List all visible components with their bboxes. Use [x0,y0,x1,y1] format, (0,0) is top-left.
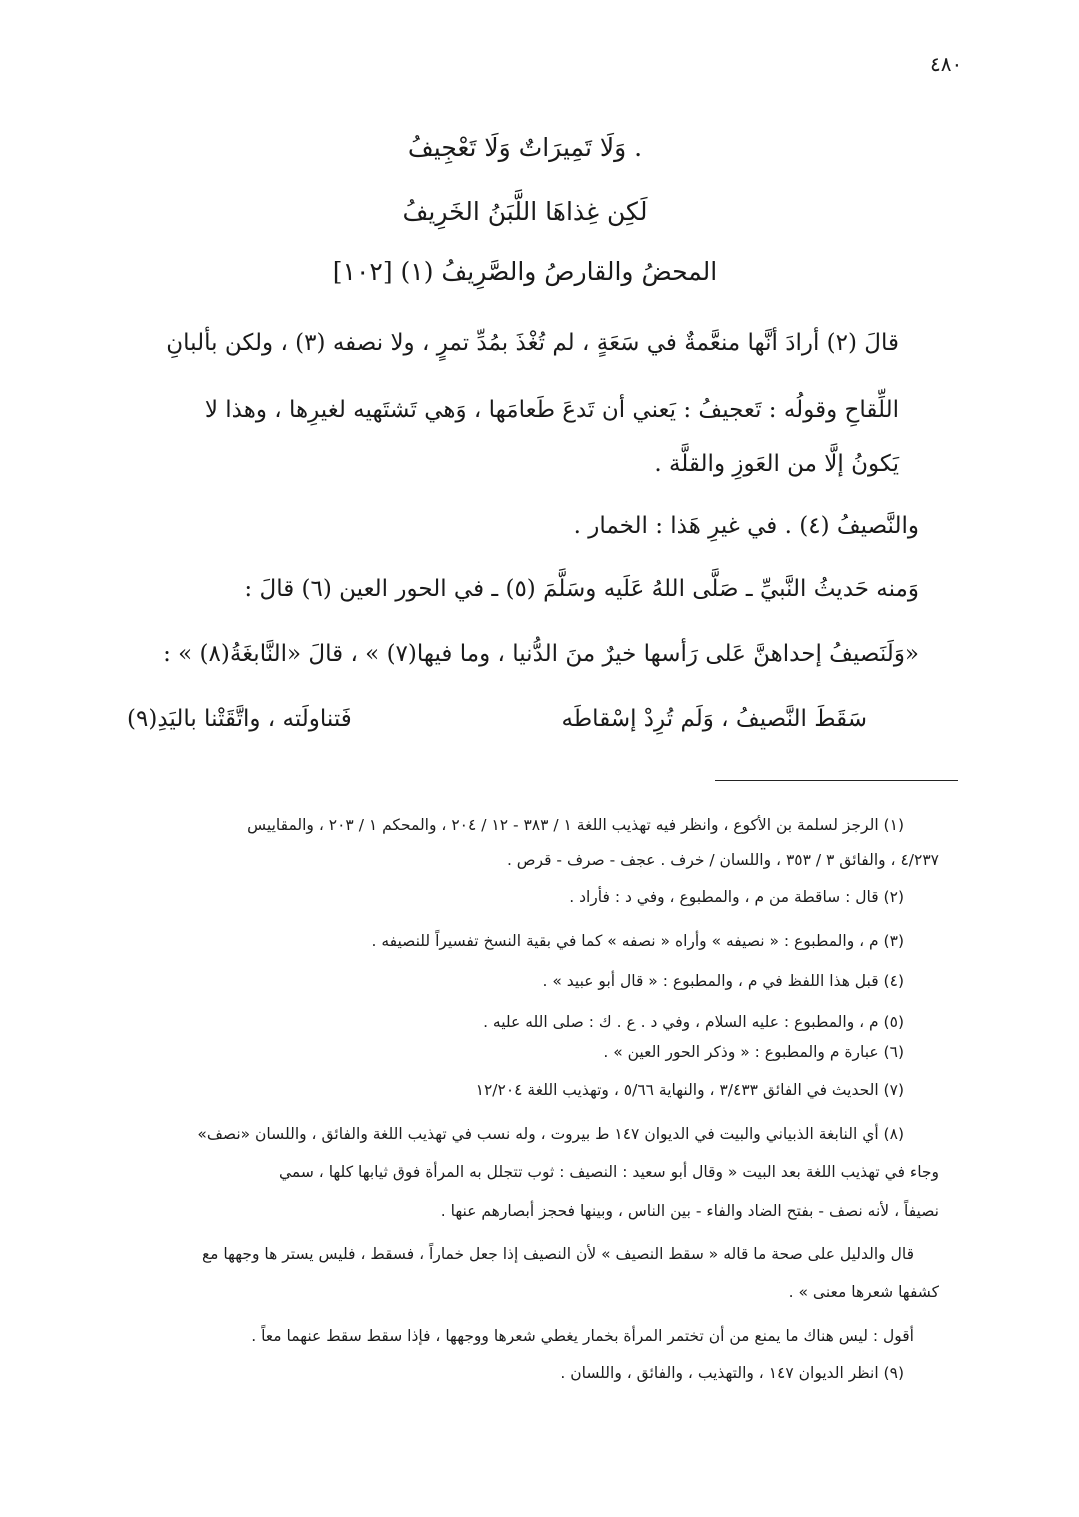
footnote-5: (٥) م ، والمطبوع : عليه السلام ، وفي د . ع . ك : صلى الله عليه . [483,1013,904,1031]
footnote-3: (٣) م ، والمطبوع : « نصيفه » وأراه « نصفه » كما في بقية النسخ تفسيراً للنصيفه . [371,932,904,950]
footnote-divider [715,780,958,781]
body-line-5: وَمنه حَديثُ النَّبيِّ ـ صَلَّى اللهُ عَلَيه وسَلَّمَ (٥) ـ في الحور العين (٦) قالَ : [244,576,919,602]
body-line-6: «وَلَنَصيفُ إحداهنَّ عَلى رَأسها خيرٌ منَ الدُّنيا ، وما فيها(٧) » ، قالَ «النَّابغَةُ(٨) » : [163,641,919,667]
footnote-6: (٦) عبارة م والمطبوع : « وذكر الحور العين » . [603,1043,904,1061]
page-number: ٤٨٠ [930,52,963,76]
footnote-1-line-1: (١) الرجز لسلمة بن الأكوع ، وانظر فيه تهذيب اللغة ١ / ٣٨٣ - ١٢ / ٢٠٤ ، والمحكم ١ / ٢٠٣ ، والمقاييس [247,816,904,834]
verse-line-2: لَكِن غِذاهَا اللَّبَنُ الخَرِيفُ [402,197,648,226]
footnote-4: (٤) قبل هذا اللفظ في م ، والمطبوع : « قال أبو عبيد » . [542,972,904,990]
footnote-2: (٢) قال : ساقطة من م ، والمطبوع ، وفي د : فأراد . [569,888,904,906]
verse-line-3: المحضُ والقارصُ والصَّرِيفُ (١) [١٠٢] [332,257,718,286]
footnote-9: (٩) انظر الديوان ١٤٧ ، والتهذيب ، والفائق ، واللسان . [560,1364,904,1382]
body-line-3: يَكونُ إلَّا من العَوزِ والقلَّة . [654,451,899,477]
footnote-8-line-2: وجاء في تهذيب اللغة بعد البيت « وقال أبو سعيد : النصيف : ثوب تتجلل به المرأة فوق ثيابها كلها ، سمي [278,1163,939,1181]
body-line-4: والنَّصيفُ (٤) . في غيرِ هَذا : الخمار . [573,513,919,539]
footnote-8-line-5: كشفها شعرها معنى » . [788,1283,939,1301]
verse-line-1: . وَلَا تَمِيرَاتٌ وَلَا تَعْجِيفُ [407,133,643,162]
footnote-1-line-2: ٤/٢٣٧ ، والفائق ٣ / ٣٥٣ ، واللسان / خرف . عجف - صرف - قرص . [506,851,939,869]
footnote-8-line-3: نصيفاً ، لأنه نصف - بفتح الضاد والفاء - بين الناس ، وبينها فحجز أبصارهم عنها . [440,1202,939,1220]
body-line-2: اللِّقاحِ وقولُه : تَعجيفُ : يَعني أن تَدعَ طَعامَها ، وَهي تَشتَهيه لغيرِها ، وهذا لا [204,397,899,423]
footnote-8-line-4: قال والدليل على صحة ما قاله « سقط النصيف » لأن النصيف إذا جعل خماراً ، فسقط ، فليس يستر ها وجهها مع [201,1245,914,1263]
footnote-8-line-1: (٨) أي النابغة الذبياني والبيت في الديوان ١٤٧ ط بيروت ، وله نسب في تهذيب اللغة والفائق ، واللسان «نصف» [197,1125,904,1143]
quoted-verse [127,706,867,732]
verse-first-hemistich: سَقَطَ النَّصيفُ ، وَلَم تُرِدْ إسْقاطَه [561,706,867,732]
footnote-7: (٧) الحديث في الفائق ٣/٤٣٣ ، والنهاية ٥/٦٦ ، وتهذيب اللغة ١٢/٢٠٤ [475,1081,904,1099]
body-line-1: قالَ (٢) أرادَ أنَّها منعَّمةٌ في سَعَةٍ ، لم تُغْذَ بمُدِّ تمرٍ ، ولا نصفه (٣) ، ولكن بألبانِ [166,330,899,356]
footnote-8-line-6: أقول : ليس هناك ما يمنع من أن تختمر المرأة بخمار يغطي شعرها ووجهها ، فإذا سقط سقط عنهما معاً . [251,1327,914,1345]
verse-second-hemistich: فَتناولَته ، واتَّقَتْنا باليَدِ(٩) [127,706,352,732]
